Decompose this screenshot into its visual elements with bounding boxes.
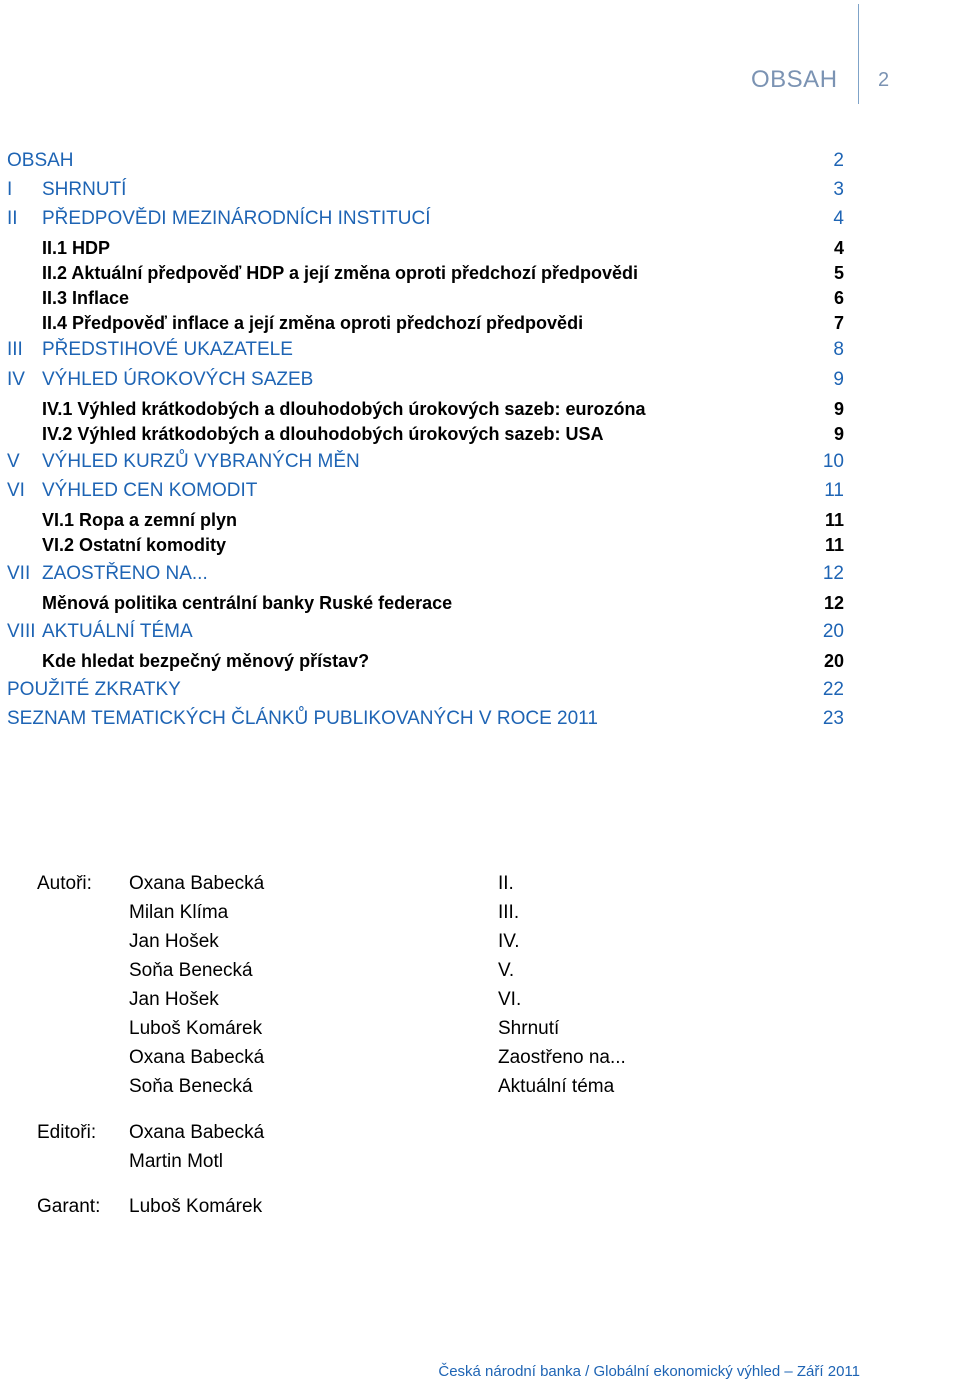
editor-name: Oxana Babecká xyxy=(129,1122,265,1143)
author-name: Jan Hošek xyxy=(129,989,219,1010)
toc-entry-page: 3 xyxy=(833,179,844,200)
author-name: Oxana Babecká xyxy=(129,1047,265,1068)
author-name: Luboš Komárek xyxy=(129,1018,263,1039)
toc-entry-page: 12 xyxy=(822,563,844,584)
toc-entry-title: II.3 Inflace xyxy=(42,288,130,308)
toc-entry-title: Měnová politika centrální banky Ruské federace xyxy=(42,593,453,613)
toc-entry-page: 6 xyxy=(833,288,844,308)
toc-entry-number: VII xyxy=(7,563,31,584)
header-title: OBSAH xyxy=(751,66,838,93)
author-name: Soňa Benecká xyxy=(129,1076,253,1097)
toc-entry[interactable] xyxy=(0,148,960,174)
toc-entry-number: OBSAH xyxy=(7,150,74,171)
toc-entry-number: I xyxy=(7,179,13,200)
toc-entry-page: 7 xyxy=(833,313,844,333)
toc-entry-page: 12 xyxy=(823,593,844,613)
guarantor-name: Luboš Komárek xyxy=(129,1196,263,1217)
author-section: III. xyxy=(498,902,520,923)
toc-entry[interactable] xyxy=(0,478,960,504)
toc-entry-title: VI.2 Ostatní komodity xyxy=(42,535,227,555)
toc-entry-page: 11 xyxy=(824,510,844,530)
toc-entry[interactable] xyxy=(0,507,960,533)
toc-entry-title: PŘEDPOVĚDI MEZINÁRODNÍCH INSTITUCÍ xyxy=(42,208,431,229)
toc-entry-title: Kde hledat bezpečný měnový přístav? xyxy=(42,651,370,671)
header-page-number: 2 xyxy=(878,69,890,91)
toc-entry[interactable] xyxy=(0,421,960,447)
toc-entry-page: 10 xyxy=(822,451,844,472)
toc-entry-title: II.1 HDP xyxy=(42,238,111,258)
author-name: Jan Hošek xyxy=(129,931,219,952)
header-divider xyxy=(858,4,859,104)
toc-entry-number: VIII xyxy=(7,621,36,642)
toc-entry-page: 4 xyxy=(833,208,844,229)
toc-entry-title: VÝHLED KURZŮ VYBRANÝCH MĚN xyxy=(42,451,360,472)
authors-label: Autoři: xyxy=(37,873,92,894)
toc-entry-number: V xyxy=(7,451,20,472)
editors-label: Editoři: xyxy=(37,1122,97,1143)
toc-entry-page: 2 xyxy=(833,150,844,171)
footer-text: Česká národní banka / Globální ekonomický výhled – Září 2011 xyxy=(438,1363,860,1380)
toc-entry[interactable] xyxy=(0,367,960,393)
toc-entry-title: II.4 Předpověď inflace a její změna oproti předchozí předpovědi xyxy=(42,313,584,333)
toc-entry-page: 9 xyxy=(833,424,844,444)
toc-entry-number: VI xyxy=(7,480,25,501)
author-name: Oxana Babecká xyxy=(129,873,265,894)
guarantor-label: Garant: xyxy=(37,1196,101,1217)
toc-entry-number: POUŽITÉ ZKRATKY xyxy=(7,679,181,700)
author-section: V. xyxy=(498,960,515,981)
toc-entry-title: II.2 Aktuální předpověď HDP a její změna oproti předchozí předpovědi xyxy=(42,263,639,283)
toc-entry-page: 11 xyxy=(824,535,844,555)
toc-entry-title: VI.1 Ropa a zemní plyn xyxy=(42,510,238,530)
toc-entry-title: IV.2 Výhled krátkodobých a dlouhodobých úrokových sazeb: USA xyxy=(42,424,604,444)
toc-entry-title: PŘEDSTIHOVÉ UKAZATELE xyxy=(42,339,293,360)
toc-entry[interactable] xyxy=(0,285,960,311)
toc-entry-page: 20 xyxy=(823,651,844,671)
editor-name: Martin Motl xyxy=(129,1151,223,1172)
toc-entry-page: 23 xyxy=(822,708,844,729)
toc-entry-title: ZAOSTŘENO NA... xyxy=(42,563,208,584)
author-name: Milan Klíma xyxy=(129,902,229,923)
author-section: VI. xyxy=(498,989,522,1010)
toc-entry-title: IV.1 Výhled krátkodobých a dlouhodobých úrokových sazeb: eurozóna xyxy=(42,399,646,419)
toc-entry[interactable] xyxy=(0,619,960,645)
toc-entry[interactable] xyxy=(0,235,960,261)
toc-entry-number: III xyxy=(7,339,23,360)
toc-entry-number: II xyxy=(7,208,18,229)
author-section: Shrnutí xyxy=(498,1018,560,1039)
author-section: II. xyxy=(498,873,514,894)
toc-entry-page: 20 xyxy=(822,621,844,642)
toc-entry[interactable] xyxy=(0,590,960,616)
toc-entry-number: IV xyxy=(7,369,25,390)
author-section: Aktuální téma xyxy=(498,1076,615,1097)
author-section: Zaostřeno na... xyxy=(498,1047,626,1068)
toc-entry-title: VÝHLED CEN KOMODIT xyxy=(42,480,258,501)
toc-entry[interactable] xyxy=(0,206,960,232)
toc-entry[interactable] xyxy=(0,532,960,558)
author-name: Soňa Benecká xyxy=(129,960,253,981)
toc-entry[interactable] xyxy=(0,260,960,286)
toc-entry-page: 4 xyxy=(833,238,844,258)
toc-entry-page: 22 xyxy=(822,679,844,700)
toc-entry[interactable] xyxy=(0,677,960,703)
toc-entry[interactable] xyxy=(0,337,960,363)
toc-entry-title: VÝHLED ÚROKOVÝCH SAZEB xyxy=(42,369,314,390)
toc-entry-number: SEZNAM TEMATICKÝCH ČLÁNKŮ PUBLIKOVANÝCH V ROCE 2011 xyxy=(7,708,598,729)
toc-entry-title: AKTUÁLNÍ TÉMA xyxy=(42,621,193,642)
author-section: IV. xyxy=(498,931,520,952)
toc-entry[interactable] xyxy=(0,561,960,587)
toc-entry-page: 5 xyxy=(833,263,844,283)
toc-entry[interactable] xyxy=(0,648,960,674)
toc-entry[interactable] xyxy=(0,449,960,475)
toc-entry-page: 9 xyxy=(833,369,844,390)
toc-entry[interactable] xyxy=(0,396,960,422)
toc-entry[interactable] xyxy=(0,706,960,732)
toc-entry-title: SHRNUTÍ xyxy=(42,179,127,200)
toc-entry[interactable] xyxy=(0,310,960,336)
toc-entry-page: 8 xyxy=(833,339,844,360)
toc-entry[interactable] xyxy=(0,177,960,203)
toc-entry-page: 9 xyxy=(833,399,844,419)
toc-entry-page: 11 xyxy=(824,480,844,501)
